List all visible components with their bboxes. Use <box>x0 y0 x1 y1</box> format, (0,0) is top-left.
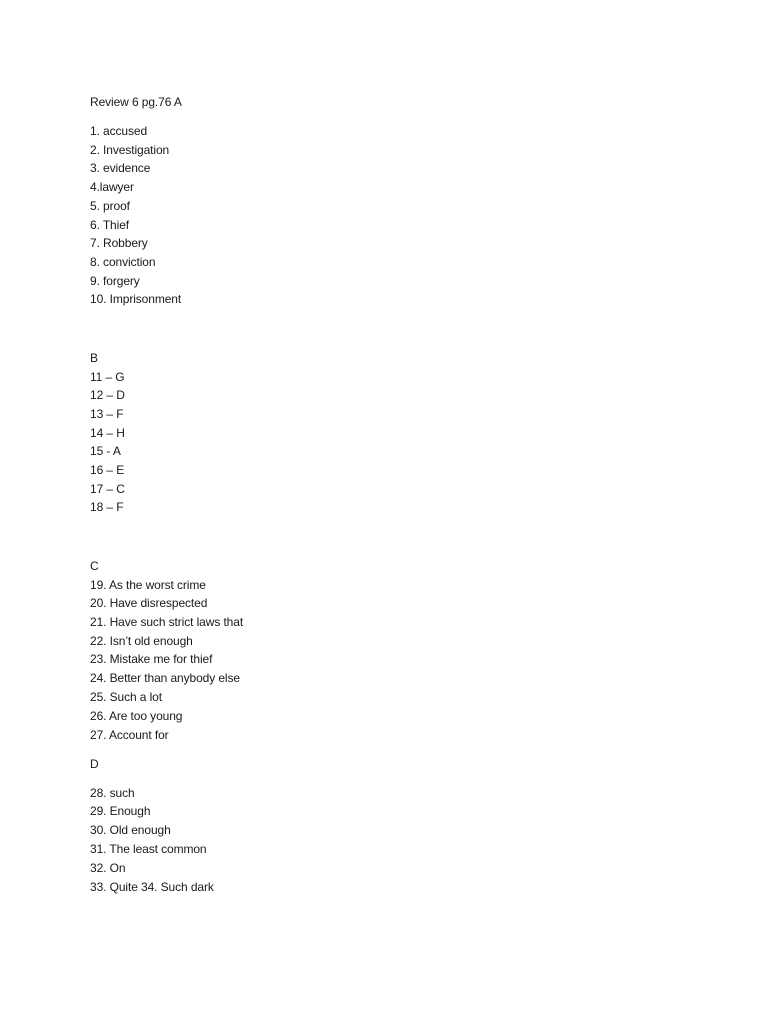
answer-line: 6. Thief <box>90 218 130 232</box>
answer-line: 1. accused <box>90 124 148 138</box>
answer-line: 15 - A <box>90 444 121 458</box>
document-heading: Review 6 pg.76 A <box>90 95 182 109</box>
answer-line: 20. Have disrespected <box>90 596 208 610</box>
answer-line: 21. Have such strict laws that <box>90 615 244 629</box>
answer-line: 9. forgery <box>90 274 140 288</box>
answer-line: 17 – C <box>90 482 125 496</box>
answer-line: 22. Isn’t old enough <box>90 634 193 648</box>
answer-line: 18 – F <box>90 500 124 514</box>
answer-line: 32. On <box>90 861 126 875</box>
answer-line: 10. Imprisonment <box>90 292 182 306</box>
answer-line: 2. Investigation <box>90 143 170 157</box>
answer-line: 24. Better than anybody else <box>90 671 240 685</box>
section-b-label: B <box>90 351 98 365</box>
section-c-label: C <box>90 559 99 573</box>
answer-line: 13 – F <box>90 407 124 421</box>
answer-line: 19. As the worst crime <box>90 578 206 592</box>
section-d-label: D <box>90 757 99 771</box>
answer-line: 3. evidence <box>90 161 151 175</box>
answer-line: 16 – E <box>90 463 125 477</box>
answer-line: 14 – H <box>90 426 125 440</box>
answer-line: 12 – D <box>90 388 125 402</box>
answer-line: 30. Old enough <box>90 823 171 837</box>
answer-line: 5. proof <box>90 199 130 213</box>
answer-line: 26. Are too young <box>90 709 183 723</box>
answer-line: 11 – G <box>90 370 125 384</box>
answer-line: 33. Quite 34. Such dark <box>90 880 214 894</box>
answer-line: 28. such <box>90 786 135 800</box>
answer-line: 4.lawyer <box>90 180 134 194</box>
answer-line: 31. The least common <box>90 842 207 856</box>
answer-line: 25. Such a lot <box>90 690 162 704</box>
answer-line: 8. conviction <box>90 255 156 269</box>
answer-line: 23. Mistake me for thief <box>90 652 213 666</box>
answer-line: 7. Robbery <box>90 236 148 250</box>
answer-line: 27. Account for <box>90 728 169 742</box>
answer-line: 29. Enough <box>90 804 151 818</box>
